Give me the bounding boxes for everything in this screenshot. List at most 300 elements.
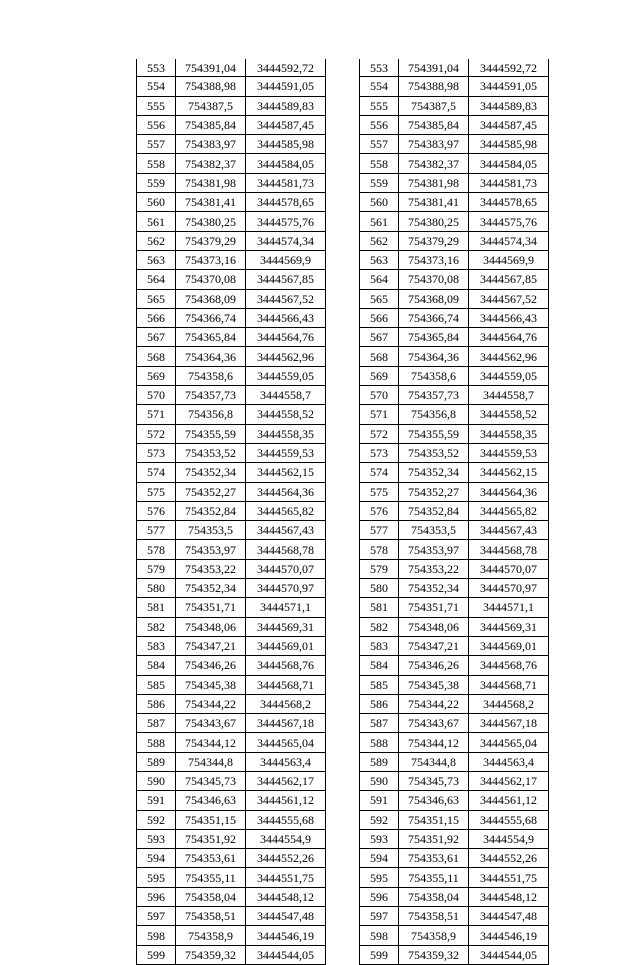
y-coordinate-cell: 3444581,73 bbox=[469, 173, 549, 192]
x-coordinate-cell: 754344,12 bbox=[176, 733, 246, 752]
x-coordinate-cell: 754364,36 bbox=[176, 347, 246, 366]
table-row bbox=[137, 598, 326, 617]
y-coordinate-cell: 3444565,82 bbox=[469, 501, 549, 520]
table-row bbox=[360, 829, 549, 848]
y-coordinate-cell: 3444565,04 bbox=[246, 733, 326, 752]
y-coordinate-cell: 3444569,9 bbox=[469, 250, 549, 269]
table-row bbox=[360, 231, 549, 250]
y-coordinate-cell: 3444558,7 bbox=[469, 386, 549, 405]
table-row bbox=[137, 173, 326, 192]
table-row bbox=[360, 96, 549, 115]
table-row bbox=[137, 733, 326, 752]
table-row bbox=[360, 907, 549, 926]
point-number-cell: 559 bbox=[360, 173, 399, 192]
point-number-cell: 561 bbox=[137, 212, 176, 231]
table-row bbox=[137, 521, 326, 540]
point-number-cell: 586 bbox=[360, 694, 399, 713]
point-number-cell: 562 bbox=[137, 231, 176, 250]
y-coordinate-cell: 3444568,78 bbox=[246, 540, 326, 559]
x-coordinate-cell: 754387,5 bbox=[399, 96, 469, 115]
x-coordinate-cell: 754356,8 bbox=[176, 405, 246, 424]
point-number-cell: 597 bbox=[137, 907, 176, 926]
table-row bbox=[360, 501, 549, 520]
point-number-cell: 570 bbox=[360, 386, 399, 405]
x-coordinate-cell: 754368,09 bbox=[399, 289, 469, 308]
x-coordinate-cell: 754381,41 bbox=[399, 193, 469, 212]
y-coordinate-cell: 3444558,52 bbox=[469, 405, 549, 424]
x-coordinate-cell: 754388,98 bbox=[399, 77, 469, 96]
x-coordinate-cell: 754364,36 bbox=[399, 347, 469, 366]
y-coordinate-cell: 3444591,05 bbox=[469, 77, 549, 96]
point-number-cell: 569 bbox=[137, 366, 176, 385]
y-coordinate-cell: 3444568,76 bbox=[246, 656, 326, 675]
x-coordinate-cell: 754346,63 bbox=[399, 791, 469, 810]
table-row bbox=[137, 636, 326, 655]
table-row bbox=[137, 868, 326, 887]
x-coordinate-cell: 754351,15 bbox=[176, 810, 246, 829]
table-row bbox=[137, 887, 326, 906]
point-number-cell: 590 bbox=[137, 771, 176, 790]
table-row bbox=[137, 154, 326, 173]
table-row bbox=[137, 77, 326, 96]
table-row bbox=[137, 540, 326, 559]
x-coordinate-cell: 754348,06 bbox=[399, 617, 469, 636]
y-coordinate-cell: 3444567,85 bbox=[246, 270, 326, 289]
x-coordinate-cell: 754353,52 bbox=[399, 443, 469, 462]
point-number-cell: 575 bbox=[137, 482, 176, 501]
x-coordinate-cell: 754351,15 bbox=[399, 810, 469, 829]
x-coordinate-cell: 754366,74 bbox=[399, 308, 469, 327]
x-coordinate-cell: 754351,92 bbox=[399, 829, 469, 848]
x-coordinate-cell: 754382,37 bbox=[399, 154, 469, 173]
x-coordinate-cell: 754353,5 bbox=[176, 521, 246, 540]
point-number-cell: 592 bbox=[137, 810, 176, 829]
point-number-cell: 580 bbox=[360, 579, 399, 598]
table-row bbox=[360, 714, 549, 733]
x-coordinate-cell: 754353,22 bbox=[399, 559, 469, 578]
point-number-cell: 560 bbox=[360, 193, 399, 212]
point-number-cell: 593 bbox=[360, 829, 399, 848]
y-coordinate-cell: 3444568,71 bbox=[469, 675, 549, 694]
x-coordinate-cell: 754355,11 bbox=[176, 868, 246, 887]
coordinates-table-right-body bbox=[360, 59, 549, 964]
table-row bbox=[360, 386, 549, 405]
y-coordinate-cell: 3444568,2 bbox=[469, 694, 549, 713]
x-coordinate-cell: 754358,04 bbox=[176, 887, 246, 906]
table-row bbox=[137, 675, 326, 694]
x-coordinate-cell: 754358,6 bbox=[399, 366, 469, 385]
point-number-cell: 556 bbox=[360, 115, 399, 134]
point-number-cell: 589 bbox=[137, 752, 176, 771]
point-number-cell: 571 bbox=[137, 405, 176, 424]
point-number-cell: 578 bbox=[137, 540, 176, 559]
table-row bbox=[360, 694, 549, 713]
table-row bbox=[137, 193, 326, 212]
point-number-cell: 591 bbox=[360, 791, 399, 810]
point-number-cell: 570 bbox=[137, 386, 176, 405]
table-row bbox=[137, 714, 326, 733]
table-row bbox=[137, 59, 326, 77]
x-coordinate-cell: 754381,98 bbox=[176, 173, 246, 192]
y-coordinate-cell: 3444558,52 bbox=[246, 405, 326, 424]
table-row bbox=[360, 887, 549, 906]
point-number-cell: 599 bbox=[360, 945, 399, 964]
x-coordinate-cell: 754379,29 bbox=[176, 231, 246, 250]
table-row bbox=[360, 579, 549, 598]
x-coordinate-cell: 754352,84 bbox=[176, 501, 246, 520]
point-number-cell: 588 bbox=[360, 733, 399, 752]
x-coordinate-cell: 754382,37 bbox=[176, 154, 246, 173]
table-row bbox=[137, 617, 326, 636]
table-row bbox=[360, 366, 549, 385]
y-coordinate-cell: 3444558,7 bbox=[246, 386, 326, 405]
table-row bbox=[137, 347, 326, 366]
table-row bbox=[137, 289, 326, 308]
x-coordinate-cell: 754352,34 bbox=[399, 579, 469, 598]
table-row bbox=[137, 424, 326, 443]
y-coordinate-cell: 3444584,05 bbox=[246, 154, 326, 173]
table-row bbox=[137, 579, 326, 598]
point-number-cell: 583 bbox=[137, 636, 176, 655]
table-row bbox=[137, 849, 326, 868]
coordinates-table-right bbox=[359, 59, 549, 965]
table-row bbox=[137, 443, 326, 462]
table-row bbox=[360, 173, 549, 192]
table-row bbox=[137, 308, 326, 327]
point-number-cell: 577 bbox=[360, 521, 399, 540]
point-number-cell: 593 bbox=[137, 829, 176, 848]
table-row bbox=[137, 771, 326, 790]
table-row bbox=[360, 347, 549, 366]
table-row bbox=[137, 135, 326, 154]
point-number-cell: 584 bbox=[360, 656, 399, 675]
y-coordinate-cell: 3444559,53 bbox=[469, 443, 549, 462]
y-coordinate-cell: 3444551,75 bbox=[246, 868, 326, 887]
table-row bbox=[360, 752, 549, 771]
x-coordinate-cell: 754347,21 bbox=[399, 636, 469, 655]
table-row bbox=[137, 366, 326, 385]
coordinates-table-left bbox=[136, 59, 326, 965]
y-coordinate-cell: 3444581,73 bbox=[246, 173, 326, 192]
y-coordinate-cell: 3444568,76 bbox=[469, 656, 549, 675]
y-coordinate-cell: 3444565,82 bbox=[246, 501, 326, 520]
y-coordinate-cell: 3444546,19 bbox=[469, 926, 549, 945]
x-coordinate-cell: 754352,34 bbox=[176, 579, 246, 598]
point-number-cell: 594 bbox=[137, 849, 176, 868]
table-row bbox=[137, 752, 326, 771]
y-coordinate-cell: 3444574,34 bbox=[469, 231, 549, 250]
x-coordinate-cell: 754346,63 bbox=[176, 791, 246, 810]
table-row bbox=[137, 482, 326, 501]
y-coordinate-cell: 3444551,75 bbox=[469, 868, 549, 887]
x-coordinate-cell: 754346,26 bbox=[399, 656, 469, 675]
y-coordinate-cell: 3444552,26 bbox=[246, 849, 326, 868]
y-coordinate-cell: 3444562,15 bbox=[469, 463, 549, 482]
point-number-cell: 576 bbox=[137, 501, 176, 520]
x-coordinate-cell: 754358,04 bbox=[399, 887, 469, 906]
x-coordinate-cell: 754351,92 bbox=[176, 829, 246, 848]
point-number-cell: 554 bbox=[137, 77, 176, 96]
table-row bbox=[360, 733, 549, 752]
y-coordinate-cell: 3444587,45 bbox=[469, 115, 549, 134]
table-row bbox=[137, 386, 326, 405]
table-row bbox=[360, 77, 549, 96]
x-coordinate-cell: 754365,84 bbox=[176, 328, 246, 347]
point-number-cell: 582 bbox=[137, 617, 176, 636]
y-coordinate-cell: 3444554,9 bbox=[469, 829, 549, 848]
y-coordinate-cell: 3444563,4 bbox=[246, 752, 326, 771]
point-number-cell: 572 bbox=[137, 424, 176, 443]
table-row bbox=[360, 135, 549, 154]
y-coordinate-cell: 3444570,97 bbox=[246, 579, 326, 598]
y-coordinate-cell: 3444578,65 bbox=[469, 193, 549, 212]
table-row bbox=[137, 463, 326, 482]
x-coordinate-cell: 754381,41 bbox=[176, 193, 246, 212]
x-coordinate-cell: 754344,8 bbox=[176, 752, 246, 771]
x-coordinate-cell: 754347,21 bbox=[176, 636, 246, 655]
x-coordinate-cell: 754383,97 bbox=[176, 135, 246, 154]
y-coordinate-cell: 3444552,26 bbox=[469, 849, 549, 868]
x-coordinate-cell: 754348,06 bbox=[176, 617, 246, 636]
point-number-cell: 591 bbox=[137, 791, 176, 810]
point-number-cell: 577 bbox=[137, 521, 176, 540]
point-number-cell: 559 bbox=[137, 173, 176, 192]
x-coordinate-cell: 754391,04 bbox=[399, 59, 469, 77]
x-coordinate-cell: 754355,59 bbox=[176, 424, 246, 443]
point-number-cell: 582 bbox=[360, 617, 399, 636]
point-number-cell: 598 bbox=[137, 926, 176, 945]
table-row bbox=[137, 791, 326, 810]
point-number-cell: 590 bbox=[360, 771, 399, 790]
point-number-cell: 568 bbox=[137, 347, 176, 366]
x-coordinate-cell: 754353,52 bbox=[176, 443, 246, 462]
table-row bbox=[360, 443, 549, 462]
x-coordinate-cell: 754357,73 bbox=[399, 386, 469, 405]
y-coordinate-cell: 3444564,76 bbox=[469, 328, 549, 347]
x-coordinate-cell: 754379,29 bbox=[399, 231, 469, 250]
y-coordinate-cell: 3444571,1 bbox=[469, 598, 549, 617]
y-coordinate-cell: 3444587,45 bbox=[246, 115, 326, 134]
y-coordinate-cell: 3444548,12 bbox=[469, 887, 549, 906]
x-coordinate-cell: 754358,51 bbox=[176, 907, 246, 926]
x-coordinate-cell: 754343,67 bbox=[176, 714, 246, 733]
y-coordinate-cell: 3444568,2 bbox=[246, 694, 326, 713]
table-row bbox=[137, 559, 326, 578]
table-row bbox=[360, 791, 549, 810]
y-coordinate-cell: 3444575,76 bbox=[246, 212, 326, 231]
table-row bbox=[137, 328, 326, 347]
y-coordinate-cell: 3444562,15 bbox=[246, 463, 326, 482]
y-coordinate-cell: 3444558,35 bbox=[246, 424, 326, 443]
y-coordinate-cell: 3444547,48 bbox=[246, 907, 326, 926]
x-coordinate-cell: 754352,84 bbox=[399, 501, 469, 520]
x-coordinate-cell: 754359,32 bbox=[176, 945, 246, 964]
y-coordinate-cell: 3444567,43 bbox=[469, 521, 549, 540]
point-number-cell: 556 bbox=[137, 115, 176, 134]
point-number-cell: 553 bbox=[360, 59, 399, 77]
table-row bbox=[360, 945, 549, 964]
point-number-cell: 567 bbox=[360, 328, 399, 347]
x-coordinate-cell: 754345,73 bbox=[399, 771, 469, 790]
table-row bbox=[137, 96, 326, 115]
table-row bbox=[137, 250, 326, 269]
point-number-cell: 561 bbox=[360, 212, 399, 231]
table-row bbox=[137, 926, 326, 945]
y-coordinate-cell: 3444558,35 bbox=[469, 424, 549, 443]
point-number-cell: 595 bbox=[137, 868, 176, 887]
table-row bbox=[360, 559, 549, 578]
table-row bbox=[360, 212, 549, 231]
y-coordinate-cell: 3444559,05 bbox=[246, 366, 326, 385]
x-coordinate-cell: 754353,22 bbox=[176, 559, 246, 578]
point-number-cell: 573 bbox=[360, 443, 399, 462]
table-row bbox=[360, 424, 549, 443]
point-number-cell: 595 bbox=[360, 868, 399, 887]
x-coordinate-cell: 754353,97 bbox=[399, 540, 469, 559]
y-coordinate-cell: 3444563,4 bbox=[469, 752, 549, 771]
y-coordinate-cell: 3444567,52 bbox=[469, 289, 549, 308]
x-coordinate-cell: 754380,25 bbox=[176, 212, 246, 231]
x-coordinate-cell: 754387,5 bbox=[176, 96, 246, 115]
x-coordinate-cell: 754358,6 bbox=[176, 366, 246, 385]
table-row bbox=[360, 656, 549, 675]
x-coordinate-cell: 754383,97 bbox=[399, 135, 469, 154]
table-row bbox=[137, 656, 326, 675]
table-row bbox=[360, 636, 549, 655]
x-coordinate-cell: 754368,09 bbox=[176, 289, 246, 308]
point-number-cell: 585 bbox=[360, 675, 399, 694]
point-number-cell: 592 bbox=[360, 810, 399, 829]
x-coordinate-cell: 754353,61 bbox=[399, 849, 469, 868]
y-coordinate-cell: 3444561,12 bbox=[246, 791, 326, 810]
point-number-cell: 587 bbox=[360, 714, 399, 733]
y-coordinate-cell: 3444585,98 bbox=[246, 135, 326, 154]
y-coordinate-cell: 3444569,31 bbox=[246, 617, 326, 636]
x-coordinate-cell: 754352,34 bbox=[176, 463, 246, 482]
x-coordinate-cell: 754353,61 bbox=[176, 849, 246, 868]
y-coordinate-cell: 3444568,71 bbox=[246, 675, 326, 694]
point-number-cell: 581 bbox=[137, 598, 176, 617]
table-row bbox=[360, 193, 549, 212]
y-coordinate-cell: 3444589,83 bbox=[246, 96, 326, 115]
table-row bbox=[360, 598, 549, 617]
x-coordinate-cell: 754345,73 bbox=[176, 771, 246, 790]
point-number-cell: 566 bbox=[137, 308, 176, 327]
point-number-cell: 581 bbox=[360, 598, 399, 617]
y-coordinate-cell: 3444567,18 bbox=[246, 714, 326, 733]
y-coordinate-cell: 3444565,04 bbox=[469, 733, 549, 752]
y-coordinate-cell: 3444569,9 bbox=[246, 250, 326, 269]
y-coordinate-cell: 3444564,36 bbox=[469, 482, 549, 501]
point-number-cell: 578 bbox=[360, 540, 399, 559]
point-number-cell: 573 bbox=[137, 443, 176, 462]
y-coordinate-cell: 3444566,43 bbox=[246, 308, 326, 327]
point-number-cell: 575 bbox=[360, 482, 399, 501]
x-coordinate-cell: 754365,84 bbox=[399, 328, 469, 347]
y-coordinate-cell: 3444575,76 bbox=[469, 212, 549, 231]
y-coordinate-cell: 3444548,12 bbox=[246, 887, 326, 906]
point-number-cell: 555 bbox=[360, 96, 399, 115]
x-coordinate-cell: 754385,84 bbox=[176, 115, 246, 134]
point-number-cell: 574 bbox=[137, 463, 176, 482]
x-coordinate-cell: 754344,22 bbox=[399, 694, 469, 713]
x-coordinate-cell: 754353,97 bbox=[176, 540, 246, 559]
x-coordinate-cell: 754351,71 bbox=[399, 598, 469, 617]
table-row bbox=[360, 115, 549, 134]
point-number-cell: 557 bbox=[360, 135, 399, 154]
point-number-cell: 597 bbox=[360, 907, 399, 926]
x-coordinate-cell: 754345,38 bbox=[176, 675, 246, 694]
point-number-cell: 571 bbox=[360, 405, 399, 424]
point-number-cell: 566 bbox=[360, 308, 399, 327]
y-coordinate-cell: 3444589,83 bbox=[469, 96, 549, 115]
table-row bbox=[360, 926, 549, 945]
table-row bbox=[360, 308, 549, 327]
point-number-cell: 558 bbox=[137, 154, 176, 173]
x-coordinate-cell: 754352,34 bbox=[399, 463, 469, 482]
y-coordinate-cell: 3444559,53 bbox=[246, 443, 326, 462]
table-row bbox=[360, 482, 549, 501]
point-number-cell: 588 bbox=[137, 733, 176, 752]
x-coordinate-cell: 754356,8 bbox=[399, 405, 469, 424]
point-number-cell: 599 bbox=[137, 945, 176, 964]
table-row bbox=[360, 328, 549, 347]
x-coordinate-cell: 754344,22 bbox=[176, 694, 246, 713]
point-number-cell: 562 bbox=[360, 231, 399, 250]
point-number-cell: 567 bbox=[137, 328, 176, 347]
x-coordinate-cell: 754346,26 bbox=[176, 656, 246, 675]
y-coordinate-cell: 3444578,65 bbox=[246, 193, 326, 212]
point-number-cell: 572 bbox=[360, 424, 399, 443]
point-number-cell: 574 bbox=[360, 463, 399, 482]
y-coordinate-cell: 3444567,43 bbox=[246, 521, 326, 540]
point-number-cell: 560 bbox=[137, 193, 176, 212]
point-number-cell: 557 bbox=[137, 135, 176, 154]
point-number-cell: 555 bbox=[137, 96, 176, 115]
y-coordinate-cell: 3444561,12 bbox=[469, 791, 549, 810]
y-coordinate-cell: 3444567,18 bbox=[469, 714, 549, 733]
y-coordinate-cell: 3444562,17 bbox=[469, 771, 549, 790]
y-coordinate-cell: 3444544,05 bbox=[246, 945, 326, 964]
point-number-cell: 598 bbox=[360, 926, 399, 945]
x-coordinate-cell: 754370,08 bbox=[176, 270, 246, 289]
table-row bbox=[137, 115, 326, 134]
y-coordinate-cell: 3444571,1 bbox=[246, 598, 326, 617]
table-row bbox=[360, 250, 549, 269]
point-number-cell: 586 bbox=[137, 694, 176, 713]
table-row bbox=[137, 231, 326, 250]
y-coordinate-cell: 3444591,05 bbox=[246, 77, 326, 96]
y-coordinate-cell: 3444547,48 bbox=[469, 907, 549, 926]
table-row bbox=[360, 849, 549, 868]
x-coordinate-cell: 754351,71 bbox=[176, 598, 246, 617]
x-coordinate-cell: 754358,9 bbox=[399, 926, 469, 945]
table-row bbox=[360, 771, 549, 790]
table-row bbox=[360, 617, 549, 636]
point-number-cell: 589 bbox=[360, 752, 399, 771]
x-coordinate-cell: 754353,5 bbox=[399, 521, 469, 540]
x-coordinate-cell: 754358,51 bbox=[399, 907, 469, 926]
y-coordinate-cell: 3444566,43 bbox=[469, 308, 549, 327]
point-number-cell: 563 bbox=[360, 250, 399, 269]
table-row bbox=[360, 59, 549, 77]
x-coordinate-cell: 754370,08 bbox=[399, 270, 469, 289]
point-number-cell: 585 bbox=[137, 675, 176, 694]
y-coordinate-cell: 3444555,68 bbox=[246, 810, 326, 829]
table-row bbox=[360, 675, 549, 694]
point-number-cell: 564 bbox=[360, 270, 399, 289]
x-coordinate-cell: 754343,67 bbox=[399, 714, 469, 733]
